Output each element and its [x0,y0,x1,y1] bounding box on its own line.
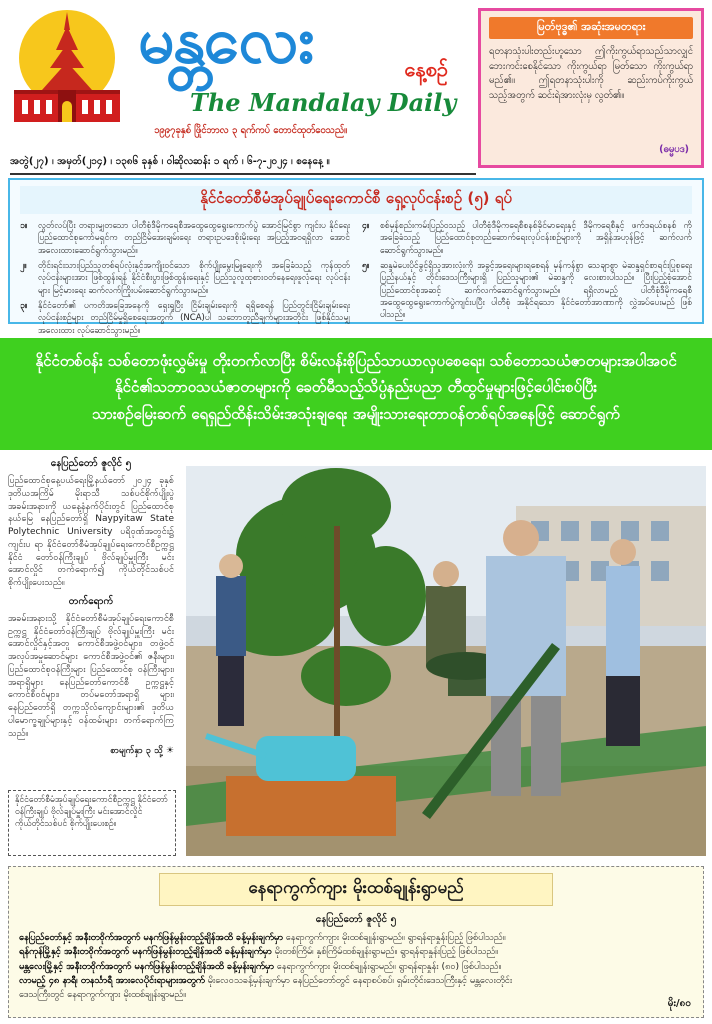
lead-article [8,456,174,786]
buddha-teaching-box [478,8,704,168]
headline-line-3: သားစဉ်မြေးဆက် ရေရှည်ထိန်းသိမ်းအသုံးချရေး အမျိုးသားရေးတာဝန်တစ်ရပ်အနေဖြင့် ဆောင်ရွက် [92,404,620,423]
five-point-roadmap-box [8,178,704,336]
notice-body: ရတနာသုံးပါးတည်းဟူသော ဤကိုးကွယ်ရာသည်သာလျှင် ဘေးကင်းစေနိုင်သော ကိုးကွယ်ရာ မြတ်သော ကိုးကွယ်ရာမည်၏။ ဤရတနာသုံးပါးကို ဆည်းကပ်ကိုးကွယ်သည့်အတွက် ဆင်းရဲအားလုံးမှ လွတ်၏။ [489,46,693,102]
weather-forecast-box [8,866,704,1018]
article-subheading: တက်ရောက် [68,595,114,607]
notice-source: (ဓမ္မပဒ) [659,144,689,155]
headline-line-1: နိုင်ငံတစ်ဝန်း သစ်တောဖုံးလွှမ်းမှု တိုးတက်လာပြီး စိမ်းလန်းစိုပြည်သာယာလှပစေရေး၊ သစ်တောသယံဇာတများအပါအဝင် [35,352,677,370]
roadmap-item: ၄။ စစ်မှန်စည်းကမ်းပြည့်ဝသည့် ပါတီစုံဒီမိုကရေစီစနစ်ခိုင်မာရေးနှင့် ဒီမိုကရေစီနှင့် ဖက်ဒရယ်စနစ် ကို အခြေခံသည့် ပြည်ထောင်စုတည်ဆောက်ရေးလုပ်ငန်းစဉ်များကို အရှိန်အဟုန်ဖြင့် ဆက်လက် ဆောင်ရွက်သွားမည်။ [362,221,692,256]
roadmap-item: ၂။ တိုင်းရင်းသားပြည်သူတစ်ရပ်လုံးနှင့်အကျိုးဝင်သော စိုက်ပျိုးမွေးမြူရေးကို အခြေခံသည့် ကုန်ထုတ် လုပ်ငန်းများအား ဖြစ်ထွန်းရန် နိုင်ငံစီးပွားဖြစ်ထွန်းရေးနှင့် ပြည်သူလူထုစားဝတ်နေရေးဖူလုံရေး လုပ်ငန်းများ မြင့်မားရေး ဆက်လက်ကြိုးပမ်းဆောင်ရွက်သွားမည်။ [20,260,350,296]
weather-title: နေရာကွက်ကျား မိုးထစ်ချုန်းရွာမည် [159,873,553,906]
masthead [0,0,470,148]
notice-title: မြတ်ဗုဒ္ဓ၏ အဆုံးအမတရား [489,17,693,39]
issue-dateline: အတွဲ(၂၇) ၊ အမှတ်(၂၁၄) ၊ ၁၃၈၆ ခုနှစ် ၊ ဝါဆိုလဆန်း ၁ ရက် ၊ ၆-၇-၂၀၂၄ ၊ စနေနေ့ ။ [10,154,476,175]
weather-continued: မိုး/၈၀ [667,998,691,1009]
roadmap-item: ၁။ လွတ်လပ်ပြီး တရားမျှတသော ပါတီစုံဒီမိုကရေစီအထွေထွေရွေးကောက်ပွဲ အောင်မြင်စွာ ကျင်းပ နိုင်ရေး ပြည်ထောင်စုကော်မရှင်က တည်ငြိမ်အေးချမ်းရေး တရားဥပဒေစိုးမိုးရေး အပြည့်အဝရရှိလာ အောင် အလေးထားဆောင်ရွက်သွားမည်။ [20,221,350,256]
main-headline [0,338,712,450]
forecast-line: နေပြည်တော်နှင့် အနီးတဝိုက်အတွက် မနက်ဖြန်မွန်းတည့်ချိန်အထိ ခန့်မှန်းချက်မှာ နေရာကွက်ကျား မိုးထစ်ချုန်းရွာမည်။ ရွာရန်ရာနှုန်းပြည့် ဖြစ်ပါသည်။ [19,932,506,943]
roadmap-item: ၅။ ဆန္ဒမဲပေးပိုင်ခွင့်ရှိသူအားလုံးကို အခွင့်အရေးများရစေရန် မှန်ကန်စွာ သေချာစွာ မဲဆန္ဒရှင်စာရင်းပြုစုရေး ပြည်နယ်နှင့် တိုင်းဒေသကြီးများရှိ ပြည်သူများ၏ မဲဆန္ဒကို လေးစားပါသည်။ ပြီးပြည့်စုံအောင် ပြည်ထောင်စုအဆင့် ဆက်လက်ဆောင်ရွက်သွားမည်။ ရရှိလာမည့် ပါတီစုံဒီမိုကရေစီ အထွေထွေရွေးကောက်ပွဲကျင်းပပြီး ပါတီစုံ အနိုင်ရသော နိုင်ငံတော်အာဏာကို လွှဲအပ်ပေးမည် ဖြစ်ပါသည်။ [362,260,692,321]
article-paragraph: အခမ်းအနားသို့ နိုင်ငံတော်စီမံအုပ်ချုပ်ရေးကောင်စီဥက္ကဋ္ဌ နိုင်ငံတော်ဝန်ကြီးချုပ် ဗိုလ်ချုပ်မှူးကြီး မင်းအောင်လှိုင်နှင့်အတူ ကောင်စီအဖွဲ့ဝင်များ၊ တဖွဲ့ဝင်အလုပ်အမှုဆောင်များ ကောင်စီအဖွဲ့ဝင်၏ ဇနီးများ၊ ပြည်ထောင်စုဝန်ကြီးများ ပြည်ထောင်စု ဝန်ကြီးများ၊ အရာရှိများ နေပြည်တော်ကောင်စီ ဥက္ကဋ္ဌနှင့် ကောင်စီဝင်များ၊ တပ်မတော်အရာရှိ များ၊ နေပြည်တော်ရှိ တက္ကသိုလ်ကျောင်းများ၏ ဒုတိယပါမောက္ခချုပ်များနှင့် ဝန်ထမ်းများ တက်ရောက်ကြသည်။ [8,613,174,739]
forecast-line: မန္တလေးမြို့နှင့် အနီးတဝိုက်အတွက် မနက်ဖြန်မွန်းတည့်ချိန်အထိ ခန့်မှန်းချက်မှာ နေရာကွက်ကျား မိုးထစ်ချုန်းရွာမည်။ ရွာရန်ရာနှုန်း (၈၀) ဖြစ်ပါသည်။ [19,960,502,972]
weather-byline: နေပြည်တော် ဇူလိုင် ၅ [315,914,397,925]
article-byline: နေပြည်တော် ဇူလိုင် ၅ [50,458,132,469]
masthead-title-suffix: နေ့စဉ် [404,57,448,81]
founded-line: ၁၉၉၇ခုနှစ် ဖြိုင်ဘာလ ၃ ရက်ကပ် တောင်ထုတ်ဝေသည်။ [154,125,348,136]
masthead-title: မန္တလေး [138,3,313,78]
article-paragraph: ပြည်ထောင်စုနေ့ပယ်ရေးမြို့နယ်တော် ၂၀၂၄ ခုနှစ် ဒုတိယအကြိမ် မိုးရာသီ သစ်ပင်စိုက်ပျိုးပွဲ အခမ်းအနားကို ယနေ့နံနက်ပိုင်းတွင် ပြည်ထောင်စု နယ်မြေ နေပြည်တော်ရှိ Naypyitaw State Polytechnic University ပရိဝုဏ်အတွင်း၌ ကျင်းပ ရာ နိုင်ငံတော်စီမံအုပ်ချုပ်ရေးကောင်စီဥက္ကဋ္ဌ နိုင်ငံ တော်ဝန်ကြီးချုပ် ဗိုလ်ချုပ်မှူးကြီး မင်းအောင်လှိုင် တက်ရောက်၍ ကိုယ်တိုင်သစ်ပင် စိုက်ပျိုးပေးသည်။ [8,476,174,589]
forecast-line: ဒေသကြီးတွင် နေရာကွက်ကျား မိုးထစ်ချုန်းရွာမည်။ [19,989,187,1000]
roadmap-title: နိုင်ငံတော်စီမံအုပ်ချုပ်ရေးကောင်စီ ရှေ့လုပ်ငန်းစဉ် (၅) ရပ် [20,186,692,214]
roadmap-right-column [362,220,692,340]
roadmap-left-column [20,220,350,340]
pagoda-logo [8,6,126,128]
brand [128,0,468,148]
tree-planting-photo [186,466,706,856]
forecast-line: ရန်ကုန်မြို့နှင့် အနီးတဝိုက်အတွက် မနက်ဖြန်မွန်းတည့်ချိန်အထိ ခန့်မှန်းချက်မှာ မိုးတစ်ကြိမ်၊ နှစ်ကြိမ်ထစ်ချုန်းရွာမည်။ ရွာရန်ရာနှုန်းပြည့် ဖြစ်ပါသည်။ [19,946,499,958]
masthead-english-title: The Mandalay Daily [190,88,457,117]
continued-on-page: စာမျက်နှာ ၃ သို့ ☀ [110,745,174,756]
headline-line-2: နိုင်ငံ၏သဘာဝသယံဇာတများကို ခေတ်မီသည့်သိပ္ပံနည်းပညာ တီထွင်မှုများဖြင့်ပေါင်းစပ်ပြီး [114,378,598,397]
forecast-line: လာမည့် ၄၈ နာရီ၊ တနင်္သာရီ အားလေပိုင်းရာများအတွက် မိုးလေဝသခန့်မှန်းချက်မှာ နေပြည်တော်တွင် နေရာစပ်စပ်၊ ရှမ်းတိုင်းဒေသကြီးနှင့် မန္တလေးတိုင်း [19,974,513,986]
photo-caption: နိုင်ငံတော်စီမံအုပ်ချုပ်ရေးကောင်စီဥက္ကဋ္ဌ နိုင်ငံတော်ဝန်ကြီးချုပ် ဗိုလ်ချုပ်မှူးကြီး မင်းအောင်လှိုင် ကိုယ်တိုင်သစ်ပင် စိုက်ပျိုးပေးစဉ်။ [8,790,176,856]
roadmap-item: ၃။ နိုင်ငံတော်၏ ပကတိအခြေအနေကို ရှေးရှုပြီး ငြိမ်းချမ်းရေးကို ရရှိစေရန် ပြည်တွင်းငြိမ်းချမ်းရေး လုပ်ငန်းစဉ်များ တည်ငြိမ်မှုရှိစေရေးအတွက် (NCA)ပါ သဘောတူညီချက်များအတိုင်း ဖြစ်နိုင်သမျှ အလေးထား လုပ်ဆောင်သွားမည်။ [20,300,350,336]
